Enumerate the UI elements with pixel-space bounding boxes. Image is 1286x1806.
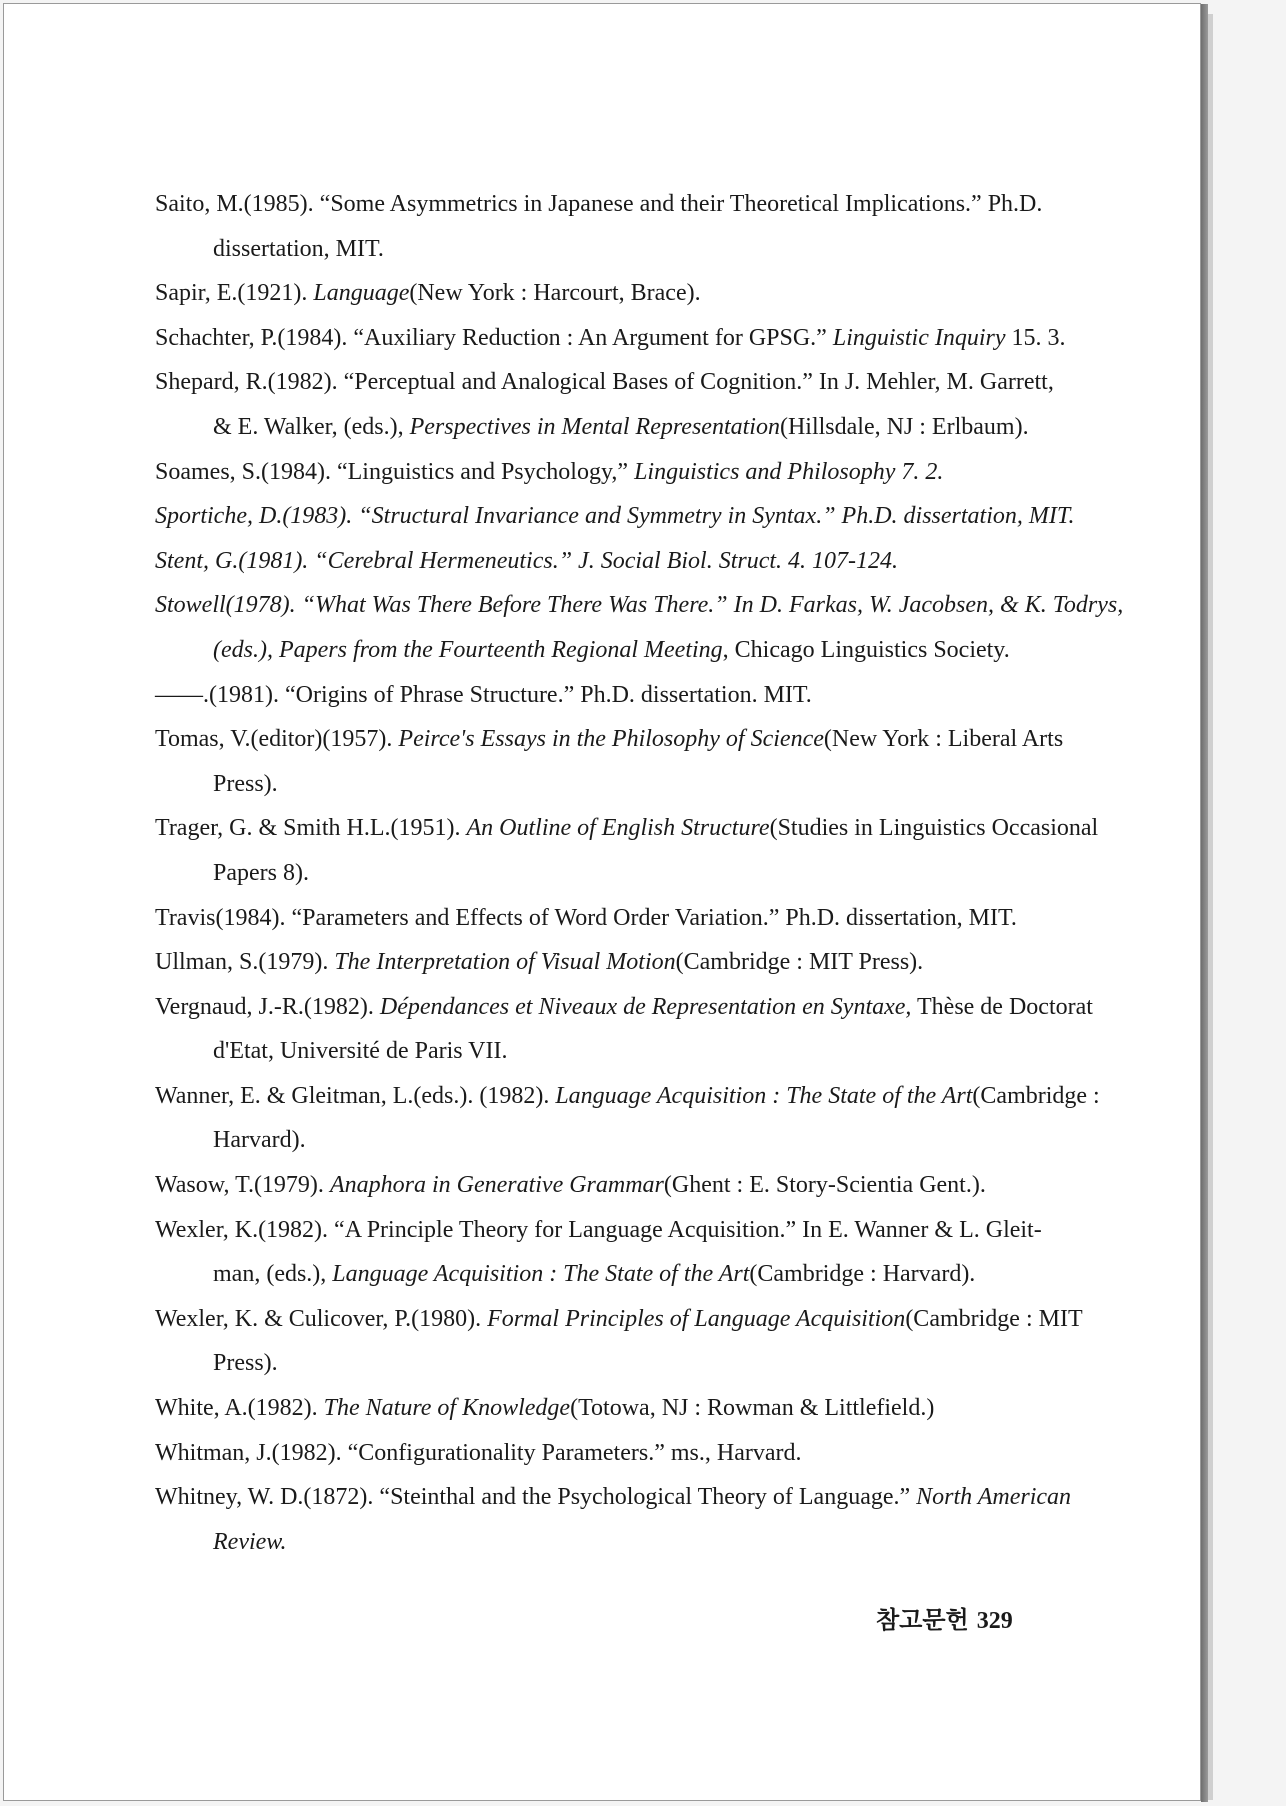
reference-tomas: Tomas, V.(editor)(1957). Peirce's Essays in the Philosophy of Science(New York : Liberal Arts Press).	[155, 726, 1064, 797]
section-title: 참고문헌	[876, 1606, 969, 1634]
page-edge-shadow	[1201, 4, 1208, 1802]
reference-wexler-1982: Wexler, K.(1982). “A Principle Theory for Language Acquisition.” In E. Wanner & L. Gleit- man, (eds.), Language Acquisition : The State of the Art(Cambridge : Harvard).	[155, 1216, 1042, 1288]
reference-ullman: Ullman, S.(1979). The Interpretation of Visual Motion(Cambridge : MIT Press).	[155, 949, 924, 976]
reference-wexler-culicover: Wexler, K. & Culicover, P.(1980). Formal Principles of Language Acquisition(Cambridge : MIT Press).	[155, 1305, 1083, 1377]
page-edge	[1208, 14, 1213, 1800]
reference-shepard: Shepard, R.(1982). “Perceptual and Analogical Bases of Cognition.” In J. Mehler, M. Garrett, & E. Walker, (eds.), Perspectives in Mental Representation(Hillsdale, NJ : Erlbaum).	[155, 369, 1054, 440]
reference-sportiche: Sportiche, D.(1983). “Structural Invariance and Symmetry in Syntax.” Ph.D. dissertation, MIT.	[155, 503, 1075, 530]
reference-wanner: Wanner, E. & Gleitman, L.(eds.). (1982). Language Acquisition : The State of the Art(Cambridge : Harvard).	[155, 1082, 1100, 1154]
reference-stowell-1978: Stowell(1978). “What Was There Before There Was There.” In D. Farkas, W. Jacobsen, & K. Todrys, (eds.), Papers from the Fourteenth Regional Meeting, Chicago Linguistics Society.	[155, 592, 1124, 663]
reference-schachter: Schachter, P.(1984). “Auxiliary Reduction : An Argument for GPSG.” Linguistic Inquiry 15. 3.	[155, 324, 1066, 351]
reference-stent: Stent, G.(1981). “Cerebral Hermeneutics.” J. Social Biol. Struct. 4. 107-124.	[155, 547, 899, 574]
reference-travis: Travis(1984). “Parameters and Effects of Word Order Variation.” Ph.D. dissertation, MIT.	[155, 904, 1017, 931]
reference-wasow: Wasow, T.(1979). Anaphora in Generative Grammar(Ghent : E. Story-Scientia Gent.).	[155, 1172, 986, 1199]
reference-vergnaud: Vergnaud, J.-R.(1982). Dépendances et Niveaux de Representation en Syntaxe, Thèse de Doctorat d'Etat, Université de Paris VII.	[155, 993, 1093, 1065]
reference-list	[155, 182, 1124, 1564]
page-footer	[876, 1600, 1013, 1635]
reference-soames: Soames, S.(1984). “Linguistics and Psychology,” Linguistics and Philosophy 7. 2.	[155, 458, 944, 485]
reference-sapir: Sapir, E.(1921). Language(New York : Harcourt, Brace).	[155, 280, 701, 307]
reference-trager: Trager, G. & Smith H.L.(1951). An Outline of English Structure(Studies in Linguistics Occasional Papers 8).	[155, 815, 1099, 886]
reference-white: White, A.(1982). The Nature of Knowledge(Totowa, NJ : Rowman & Littlefield.)	[155, 1395, 935, 1422]
reference-stowell-1981: ——.(1981). “Origins of Phrase Structure.” Ph.D. dissertation. MIT.	[155, 681, 812, 708]
reference-whitman: Whitman, J.(1982). “Configurationality Parameters.” ms., Harvard.	[155, 1439, 802, 1466]
page-number: 329	[976, 1608, 1013, 1634]
reference-whitney: Whitney, W. D.(1872). “Steinthal and the Psychological Theory of Language.” North American Review.	[155, 1484, 1072, 1555]
reference-saito: Saito, M.(1985). “Some Asymmetrics in Japanese and their Theoretical Implications.” Ph.D. dissertation, MIT.	[155, 191, 1043, 262]
